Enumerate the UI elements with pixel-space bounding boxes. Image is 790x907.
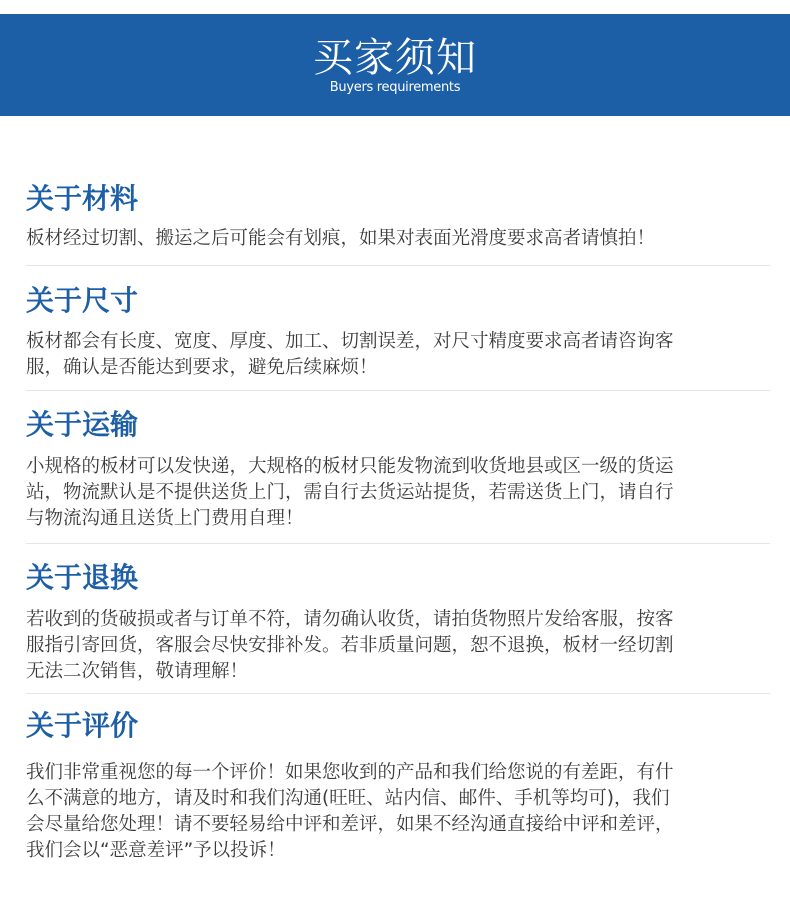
text-line: 会尽量给您处理！请不要轻易给中评和差评，如果不经沟通直接给中评和差评， [26, 814, 674, 835]
text-line: 我们会以“恶意差评”予以投诉！ [26, 840, 286, 861]
section-title-returns: 关于退换 [26, 561, 139, 594]
divider [26, 390, 770, 391]
text-line: 板材都会有长度、宽度、厚度、加工、切割误差，对尺寸精度要求高者请咨询客 [26, 331, 674, 352]
text-line: 站，物流默认是不提供送货上门，需自行去货运站提货，若需送货上门，请自行 [26, 482, 674, 503]
section-body-size [26, 329, 770, 381]
section-title-reviews: 关于评价 [26, 709, 139, 742]
text-line: 若收到的货破损或者与订单不符，请勿确认收货，请拍货物照片发给客服，按客 [26, 609, 674, 630]
text-line: 么不满意的地方，请及时和我们沟通(旺旺、站内信、邮件、手机等均可)，我们 [26, 788, 670, 809]
section-body-shipping [26, 454, 770, 532]
page-title: 买家须知 [313, 35, 477, 81]
section-title-size: 关于尺寸 [26, 284, 139, 317]
text-line: 小规格的板材可以发快递，大规格的板材只能发物流到收货地县或区一级的货运 [26, 456, 674, 477]
text-line: 与物流沟通且送货上门费用自理！ [26, 508, 304, 529]
text-line: 无法二次销售，敬请理解！ [26, 661, 249, 682]
header-banner [0, 14, 790, 116]
page-subtitle: Buyers requirements [329, 80, 461, 95]
divider [26, 693, 770, 694]
text-line: 我们非常重视您的每一个评价！如果您收到的产品和我们给您说的有差距，有什 [26, 762, 674, 783]
divider [26, 543, 770, 544]
text-line: 板材经过切割、搬运之后可能会有划痕，如果对表面光滑度要求高者请慎拍！ [26, 228, 656, 249]
text-line: 服，确认是否能达到要求，避免后续麻烦！ [26, 357, 378, 378]
section-title-materials: 关于材料 [26, 182, 139, 215]
section-body-returns [26, 607, 770, 685]
section-body-reviews [26, 760, 770, 864]
text-line: 服指引寄回货，客服会尽快安排补发。若非质量问题，恕不退换，板材一经切割 [26, 635, 674, 656]
divider [26, 265, 770, 266]
section-body-materials [26, 226, 770, 252]
section-title-shipping: 关于运输 [26, 408, 139, 441]
